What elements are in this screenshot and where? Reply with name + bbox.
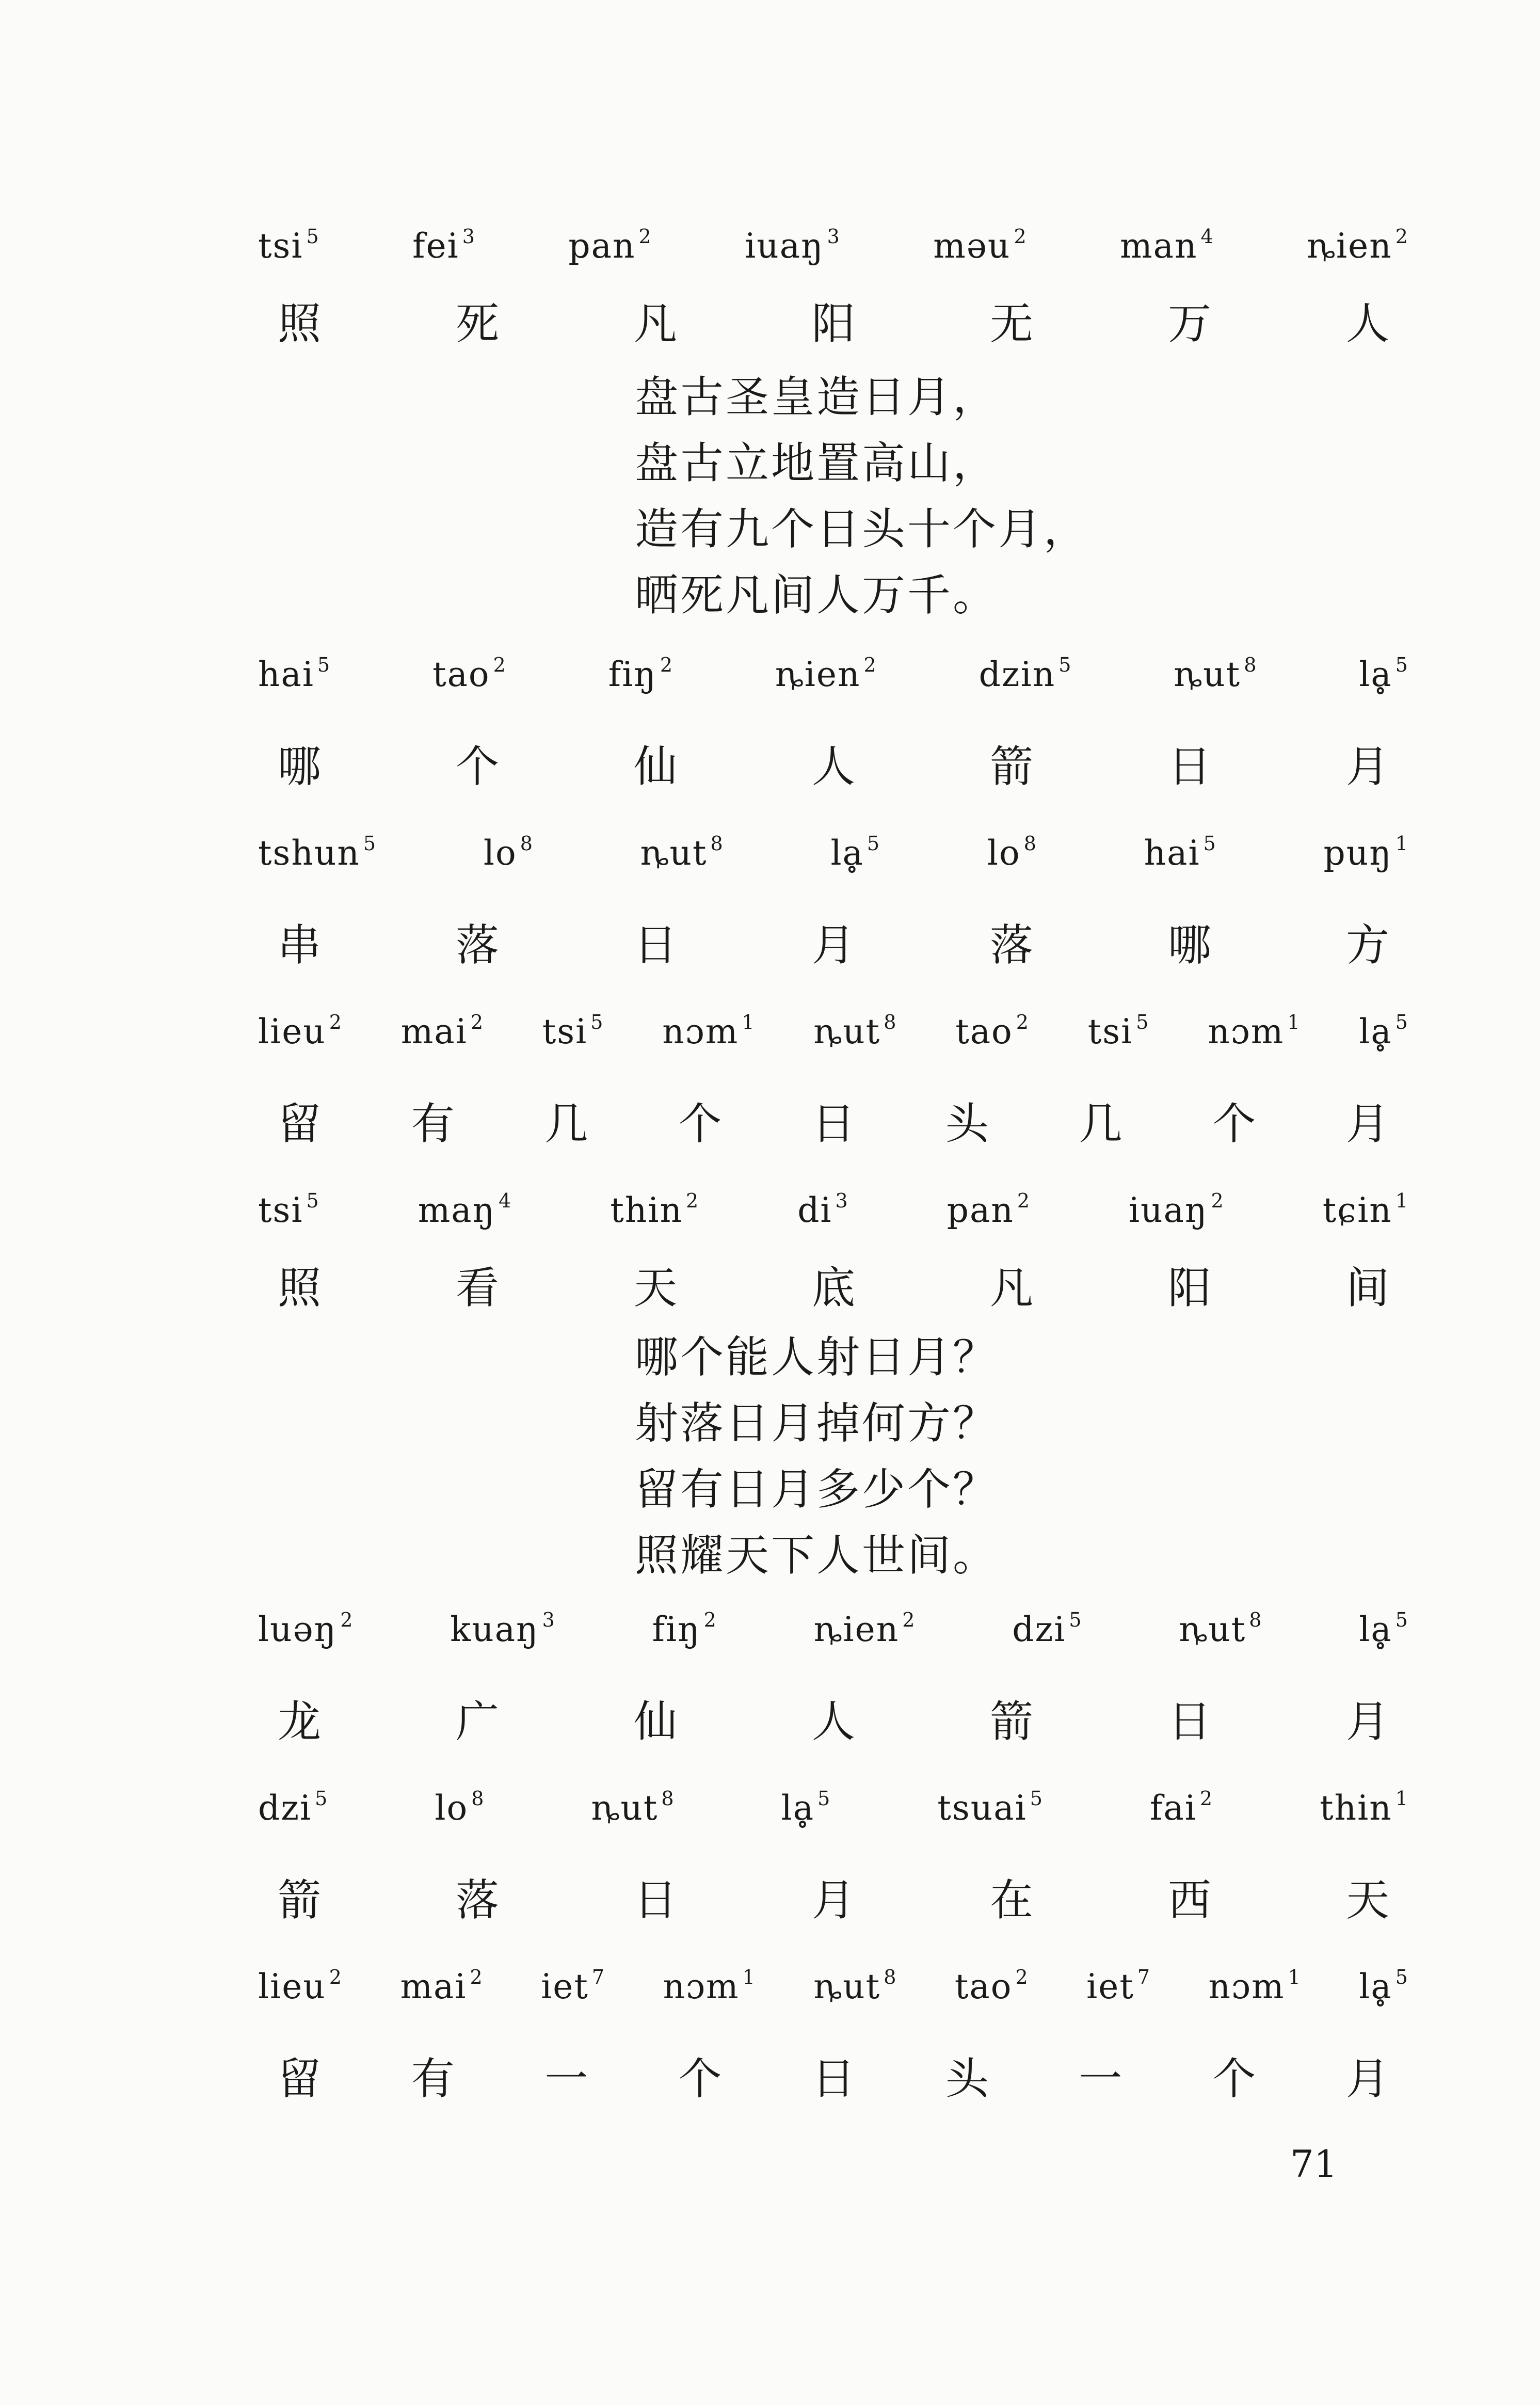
character: 广 bbox=[455, 1696, 499, 1747]
syllable: ȵut $^8$ bbox=[1174, 653, 1258, 694]
character: 日 bbox=[633, 1874, 677, 1925]
syllable: iuaŋ $^2$ bbox=[1129, 1189, 1225, 1230]
character: 留 bbox=[277, 2053, 321, 2104]
character: 一 bbox=[544, 2053, 588, 2104]
character: 落 bbox=[455, 1874, 499, 1925]
syllable: ȵien $^2$ bbox=[1307, 225, 1409, 266]
syllable: lḁ $^5$ bbox=[830, 832, 881, 873]
character: 落 bbox=[989, 919, 1033, 970]
verse-translation-2 bbox=[635, 1324, 998, 1588]
syllable: dzin $^5$ bbox=[978, 653, 1072, 694]
character: 月 bbox=[1345, 1696, 1389, 1747]
syllable: tshun $^5$ bbox=[258, 832, 377, 873]
gloss-line bbox=[258, 1248, 1409, 1320]
character: 日 bbox=[633, 919, 677, 970]
syllable: pan $^2$ bbox=[568, 225, 652, 266]
character: 西 bbox=[1167, 1874, 1211, 1925]
character: 人 bbox=[1345, 298, 1389, 349]
syllable: tsi $^5$ bbox=[542, 1010, 604, 1052]
character: 落 bbox=[455, 919, 499, 970]
stanza-2 bbox=[258, 635, 1409, 1320]
character: 阳 bbox=[1167, 1262, 1211, 1313]
character: 日 bbox=[1167, 1696, 1211, 1747]
character: 仙 bbox=[633, 741, 677, 792]
character: 日 bbox=[811, 1098, 855, 1149]
syllable: ȵut $^8$ bbox=[1179, 1608, 1263, 1649]
syllable: tsuai $^5$ bbox=[937, 1787, 1044, 1828]
gloss-line bbox=[258, 1667, 1409, 1769]
character: 天 bbox=[1345, 1874, 1389, 1925]
character: 箭 bbox=[277, 1874, 321, 1925]
syllable: nɔm $^1$ bbox=[1208, 1965, 1302, 2006]
character: 几 bbox=[1079, 1098, 1122, 1149]
verse-line: 留有日月多少个？ bbox=[635, 1464, 999, 1515]
character: 人 bbox=[811, 741, 855, 792]
syllable: tsi $^5$ bbox=[258, 1189, 320, 1230]
syllable: lḁ $^5$ bbox=[1359, 1608, 1409, 1649]
romanization-line bbox=[258, 814, 1409, 891]
romanization-line bbox=[258, 1590, 1409, 1667]
character: 几 bbox=[544, 1098, 588, 1149]
syllable: tao $^2$ bbox=[432, 653, 507, 694]
syllable: dzi $^5$ bbox=[258, 1787, 329, 1828]
gloss-line bbox=[258, 284, 1409, 356]
syllable: thin $^2$ bbox=[610, 1189, 700, 1230]
syllable: tsi $^5$ bbox=[258, 225, 320, 266]
romanization-line bbox=[258, 992, 1409, 1070]
character: 个 bbox=[1212, 1098, 1256, 1149]
gloss-line bbox=[258, 712, 1409, 814]
character: 头 bbox=[945, 1098, 989, 1149]
character: 照 bbox=[277, 298, 321, 349]
syllable: ȵut $^8$ bbox=[640, 832, 724, 873]
verse-line: 盘古圣皇造日月， bbox=[635, 372, 999, 422]
gloss-line bbox=[258, 891, 1409, 992]
syllable: mai $^2$ bbox=[400, 1965, 484, 2006]
romanization-line bbox=[258, 1947, 1409, 2025]
romanization-line bbox=[258, 1171, 1409, 1248]
character: 凡 bbox=[989, 1262, 1033, 1313]
syllable: ȵien $^2$ bbox=[775, 653, 877, 694]
character: 看 bbox=[455, 1262, 499, 1313]
character: 日 bbox=[811, 2053, 855, 2104]
character: 人 bbox=[811, 1696, 855, 1747]
syllable: lḁ $^5$ bbox=[1359, 1010, 1409, 1052]
verse-translation-1 bbox=[635, 364, 1089, 628]
character: 串 bbox=[277, 919, 321, 970]
verse-line: 造有九个日头十个月， bbox=[635, 504, 1089, 554]
syllable: fei $^3$ bbox=[412, 225, 476, 266]
syllable: dzi $^5$ bbox=[1012, 1608, 1083, 1649]
syllable: hai $^5$ bbox=[258, 653, 331, 694]
romanization-line bbox=[258, 1769, 1409, 1846]
syllable: tsi $^5$ bbox=[1087, 1010, 1150, 1052]
character: 有 bbox=[411, 1098, 455, 1149]
character: 个 bbox=[678, 1098, 722, 1149]
character: 凡 bbox=[633, 298, 677, 349]
syllable: iuaŋ $^3$ bbox=[745, 225, 841, 266]
syllable: fai $^2$ bbox=[1149, 1787, 1214, 1828]
character: 日 bbox=[1167, 741, 1211, 792]
syllable: nɔm $^1$ bbox=[663, 1965, 756, 2006]
syllable: iet $^7$ bbox=[1086, 1965, 1151, 2006]
syllable: kuaŋ $^3$ bbox=[450, 1608, 556, 1649]
character: 个 bbox=[455, 741, 499, 792]
syllable: di $^3$ bbox=[797, 1189, 849, 1230]
character: 仙 bbox=[633, 1696, 677, 1747]
syllable: ȵut $^8$ bbox=[591, 1787, 675, 1828]
character: 头 bbox=[945, 2053, 989, 2104]
syllable: mai $^2$ bbox=[400, 1010, 484, 1052]
character: 箭 bbox=[989, 1696, 1033, 1747]
verse-line: 照耀天下人世间。 bbox=[635, 1530, 999, 1581]
stanza-3 bbox=[258, 1590, 1409, 2126]
character: 月 bbox=[1345, 741, 1389, 792]
syllable: fiŋ $^2$ bbox=[652, 1608, 717, 1649]
syllable: nɔm $^1$ bbox=[1208, 1010, 1301, 1052]
character: 阳 bbox=[811, 298, 855, 349]
syllable: məu $^2$ bbox=[933, 225, 1028, 266]
syllable: tao $^2$ bbox=[954, 1965, 1029, 2006]
character: 照 bbox=[277, 1262, 321, 1313]
syllable: lo $^8$ bbox=[987, 832, 1037, 873]
character: 死 bbox=[455, 298, 499, 349]
gloss-line bbox=[258, 2025, 1409, 2126]
page-number: 71 bbox=[1290, 2142, 1338, 2186]
syllable: lieu $^2$ bbox=[258, 1965, 343, 2006]
gloss-line bbox=[258, 1846, 1409, 1947]
character: 一 bbox=[1079, 2053, 1122, 2104]
syllable: luəŋ $^2$ bbox=[258, 1608, 354, 1649]
syllable: ȵut $^8$ bbox=[813, 1965, 897, 2006]
stanza-1 bbox=[258, 206, 1409, 356]
syllable: tɕin $^1$ bbox=[1322, 1189, 1409, 1230]
verse-line: 晒死凡间人万千。 bbox=[635, 570, 999, 620]
syllable: ȵut $^8$ bbox=[813, 1010, 897, 1052]
syllable: lo $^8$ bbox=[483, 832, 534, 873]
character: 万 bbox=[1167, 298, 1211, 349]
syllable: fiŋ $^2$ bbox=[608, 653, 673, 694]
character: 月 bbox=[811, 1874, 855, 1925]
syllable: man $^4$ bbox=[1120, 225, 1214, 266]
character: 无 bbox=[989, 298, 1033, 349]
gloss-line bbox=[258, 1070, 1409, 1171]
character: 月 bbox=[1345, 1098, 1389, 1149]
character: 间 bbox=[1345, 1262, 1389, 1313]
romanization-line bbox=[258, 635, 1409, 712]
character: 方 bbox=[1345, 919, 1389, 970]
syllable: hai $^5$ bbox=[1144, 832, 1217, 873]
syllable: lo $^8$ bbox=[435, 1787, 485, 1828]
character: 个 bbox=[678, 2053, 722, 2104]
verse-line: 射落日月掉何方？ bbox=[635, 1398, 999, 1448]
character: 个 bbox=[1212, 2053, 1256, 2104]
character: 有 bbox=[411, 2053, 455, 2104]
character: 龙 bbox=[277, 1696, 321, 1747]
character: 留 bbox=[277, 1098, 321, 1149]
syllable: lieu $^2$ bbox=[258, 1010, 343, 1052]
syllable: lḁ $^5$ bbox=[781, 1787, 831, 1828]
character: 月 bbox=[811, 919, 855, 970]
syllable: puŋ $^1$ bbox=[1323, 832, 1409, 873]
syllable: maŋ $^4$ bbox=[418, 1189, 512, 1230]
syllable: ȵien $^2$ bbox=[813, 1608, 916, 1649]
character: 天 bbox=[633, 1262, 677, 1313]
character: 底 bbox=[811, 1262, 855, 1313]
verse-line: 哪个能人射日月？ bbox=[635, 1332, 999, 1382]
romanization-line bbox=[258, 206, 1409, 284]
character: 月 bbox=[1345, 2053, 1389, 2104]
syllable: lḁ $^5$ bbox=[1359, 1965, 1409, 2006]
syllable: tao $^2$ bbox=[955, 1010, 1030, 1052]
syllable: iet $^7$ bbox=[541, 1965, 606, 2006]
character: 箭 bbox=[989, 741, 1033, 792]
syllable: thin $^1$ bbox=[1320, 1787, 1409, 1828]
character: 在 bbox=[989, 1874, 1033, 1925]
syllable: lḁ $^5$ bbox=[1359, 653, 1409, 694]
verse-line: 盘古立地置高山， bbox=[635, 438, 999, 488]
character: 哪 bbox=[277, 741, 321, 792]
character: 哪 bbox=[1167, 919, 1211, 970]
syllable: nɔm $^1$ bbox=[662, 1010, 756, 1052]
syllable: pan $^2$ bbox=[947, 1189, 1031, 1230]
